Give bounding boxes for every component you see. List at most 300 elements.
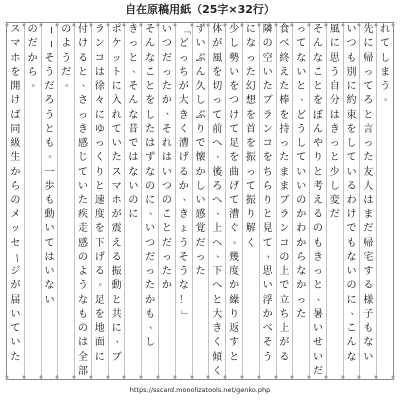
manuscript-char: で — [279, 280, 290, 292]
manuscript-char: メ — [10, 209, 21, 221]
manuscript-char: す — [229, 337, 240, 349]
manuscript-char: と — [111, 294, 122, 306]
manuscript-char: そ — [178, 251, 189, 263]
manuscript-char: う — [329, 66, 340, 78]
manuscript-char: ば — [10, 109, 21, 121]
manuscript-char: 解 — [245, 223, 256, 235]
manuscript-char: が — [178, 81, 189, 93]
manuscript-char: き — [178, 209, 189, 221]
manuscript-sheet — [6, 22, 394, 380]
manuscript-char: だ — [61, 66, 72, 78]
manuscript-char: な — [346, 251, 357, 263]
manuscript-char: だ — [329, 209, 340, 221]
manuscript-char: て — [78, 166, 89, 178]
manuscript-char: じ — [78, 152, 89, 164]
manuscript-char: を — [262, 152, 273, 164]
manuscript-char: を — [145, 95, 156, 107]
manuscript-char: た — [10, 351, 21, 363]
manuscript-char: い — [145, 223, 156, 235]
manuscript-line — [108, 23, 125, 379]
manuscript-char: の — [78, 251, 89, 263]
manuscript-char: し — [296, 138, 307, 150]
manuscript-char: て — [229, 123, 240, 135]
grid-marker — [173, 376, 176, 379]
manuscript-char: の — [161, 194, 172, 206]
manuscript-char: 隣 — [262, 24, 273, 36]
manuscript-char: 動 — [111, 280, 122, 292]
manuscript-char: の — [262, 38, 273, 50]
manuscript-line — [292, 23, 309, 379]
manuscript-char: る — [312, 209, 323, 221]
manuscript-char: を — [245, 109, 256, 121]
manuscript-char: い — [44, 223, 55, 235]
manuscript-char: 子 — [363, 308, 374, 320]
manuscript-line — [124, 23, 141, 379]
manuscript-char: や — [312, 138, 323, 150]
grid-marker — [140, 24, 143, 27]
manuscript-char: 帰 — [363, 52, 374, 64]
manuscript-char: っ — [363, 138, 374, 150]
manuscript-char: で — [346, 223, 357, 235]
manuscript-char: ジ — [10, 266, 21, 278]
manuscript-char: い — [312, 351, 323, 363]
manuscript-char: し — [195, 95, 206, 107]
manuscript-char: 、 — [81, 78, 91, 89]
grid-marker — [123, 376, 126, 379]
manuscript-char: 先 — [363, 24, 374, 36]
source-url: https://sscard.monolizatools.net/genko.php — [129, 386, 271, 394]
grid-marker — [392, 24, 395, 27]
manuscript-char: と — [161, 223, 172, 235]
manuscript-char: な — [178, 280, 189, 292]
manuscript-char: ら — [262, 180, 273, 192]
manuscript-line — [141, 23, 158, 379]
grid-marker — [308, 376, 311, 379]
manuscript-char: か — [10, 166, 21, 178]
manuscript-char: を — [94, 308, 105, 320]
manuscript-char: り — [312, 152, 323, 164]
manuscript-char: 、 — [149, 207, 159, 218]
manuscript-char: と — [78, 66, 89, 78]
manuscript-char: ン — [279, 223, 290, 235]
manuscript-char: 、 — [115, 335, 125, 346]
manuscript-char: 届 — [10, 294, 21, 306]
manuscript-char: も — [44, 194, 55, 206]
manuscript-line — [91, 23, 108, 379]
grid-marker — [157, 24, 160, 27]
manuscript-char: っ — [161, 251, 172, 263]
manuscript-char: と — [145, 81, 156, 93]
manuscript-char: は — [78, 337, 89, 349]
manuscript-char: ろ — [44, 95, 55, 107]
manuscript-char: な — [296, 52, 307, 64]
manuscript-char: う — [61, 52, 72, 64]
manuscript-char: 大 — [178, 95, 189, 107]
manuscript-char: ま — [380, 66, 391, 78]
manuscript-char: ト — [111, 66, 122, 78]
manuscript-char: た — [161, 266, 172, 278]
manuscript-char: 見 — [262, 223, 273, 235]
grid-marker — [207, 376, 210, 379]
manuscript-char: そ — [44, 52, 55, 64]
manuscript-char: に — [363, 38, 374, 50]
manuscript-char: 大 — [212, 308, 223, 320]
manuscript-char: の — [296, 194, 307, 206]
manuscript-char: つ — [346, 38, 357, 50]
manuscript-char: う — [262, 351, 273, 363]
manuscript-char: ！ — [178, 294, 189, 306]
manuscript-char: マ — [111, 180, 122, 192]
manuscript-char: い — [10, 308, 21, 320]
manuscript-char: ん — [195, 66, 206, 78]
manuscript-char: ン — [94, 38, 105, 50]
manuscript-char: ぼ — [312, 109, 323, 121]
manuscript-char: い — [44, 294, 55, 306]
manuscript-char: つ — [229, 95, 240, 107]
manuscript-char: 走 — [78, 223, 89, 235]
manuscript-char: な — [78, 294, 89, 306]
grid-marker — [240, 376, 243, 379]
manuscript-char: ょ — [178, 223, 189, 235]
manuscript-char: 度 — [94, 209, 105, 221]
manuscript-char: で — [128, 138, 139, 150]
manuscript-char: 友 — [363, 166, 374, 178]
manuscript-char: 懐 — [195, 152, 206, 164]
manuscript-char: え — [312, 194, 323, 206]
manuscript-char: た — [161, 81, 172, 93]
manuscript-char: へ — [212, 237, 223, 249]
manuscript-char: 変 — [329, 194, 340, 206]
manuscript-char: へ — [212, 280, 223, 292]
grid-marker — [240, 24, 243, 27]
manuscript-char: そ — [312, 24, 323, 36]
manuscript-char: ブ — [262, 95, 273, 107]
manuscript-char: 暑 — [312, 308, 323, 320]
manuscript-char: 終 — [279, 52, 290, 64]
grid-marker — [56, 24, 59, 27]
manuscript-char: 、 — [266, 249, 276, 260]
manuscript-char: か — [229, 280, 240, 292]
manuscript-line — [192, 23, 209, 379]
manuscript-char: た — [279, 152, 290, 164]
grid-marker — [224, 24, 227, 27]
manuscript-char: ま — [279, 166, 290, 178]
manuscript-char: い — [195, 38, 206, 50]
manuscript-char: を — [10, 66, 21, 78]
manuscript-line — [259, 23, 276, 379]
grid-marker — [375, 376, 378, 379]
manuscript-char: れ — [380, 24, 391, 36]
manuscript-char: か — [161, 95, 172, 107]
manuscript-char: こ — [145, 66, 156, 78]
manuscript-char: 宅 — [363, 251, 374, 263]
manuscript-char: 生 — [10, 152, 21, 164]
manuscript-char: て — [262, 237, 273, 249]
manuscript-char: 切 — [212, 81, 223, 93]
manuscript-char: は — [329, 109, 340, 121]
manuscript-char: よ — [78, 266, 89, 278]
manuscript-char: 傾 — [212, 351, 223, 363]
manuscript-char: ぐ — [229, 223, 240, 235]
manuscript-char: の — [10, 194, 21, 206]
manuscript-char: へ — [212, 194, 223, 206]
manuscript-char: い — [262, 66, 273, 78]
manuscript-char: ん — [145, 38, 156, 50]
manuscript-char: も — [346, 52, 357, 64]
manuscript-char: に — [111, 323, 122, 335]
manuscript-char: ど — [296, 109, 307, 121]
manuscript-line — [359, 23, 376, 379]
manuscript-char: 幾 — [229, 251, 240, 263]
manuscript-char: な — [44, 280, 55, 292]
manuscript-char: か — [296, 280, 307, 292]
grid-marker — [6, 376, 9, 379]
manuscript-char: う — [178, 266, 189, 278]
manuscript-char: そ — [145, 24, 156, 36]
manuscript-char: に — [94, 109, 105, 121]
manuscript-char: 後 — [212, 166, 223, 178]
manuscript-char: ─ — [44, 41, 56, 48]
manuscript-char: な — [363, 337, 374, 349]
manuscript-char: い — [262, 280, 273, 292]
manuscript-char: っ — [363, 66, 374, 78]
manuscript-line — [7, 23, 24, 379]
manuscript-char: ケ — [111, 38, 122, 50]
manuscript-char: う — [44, 66, 55, 78]
manuscript-char: 。 — [98, 278, 108, 289]
manuscript-char: い — [78, 180, 89, 192]
manuscript-char: て — [346, 152, 357, 164]
manuscript-char: 。 — [383, 93, 393, 104]
grid-marker — [39, 24, 42, 27]
manuscript-char: 曲 — [229, 166, 240, 178]
manuscript-char: 風 — [212, 52, 223, 64]
manuscript-char: ラ — [279, 209, 290, 221]
manuscript-char: を — [245, 138, 256, 150]
manuscript-char: な — [346, 351, 357, 363]
manuscript-char: 共 — [111, 308, 122, 320]
manuscript-char: 勢 — [229, 52, 240, 64]
manuscript-char: っ — [195, 251, 206, 263]
manuscript-char: か — [296, 237, 307, 249]
manuscript-char: 疾 — [78, 209, 89, 221]
manuscript-char: ホ — [10, 52, 21, 64]
manuscript-char: く — [245, 237, 256, 249]
grid-marker — [140, 376, 143, 379]
manuscript-char: 足 — [94, 294, 105, 306]
manuscript-char: も — [44, 138, 55, 150]
grid-marker — [207, 24, 210, 27]
manuscript-char: ─ — [44, 27, 56, 34]
manuscript-char: と — [312, 280, 323, 292]
manuscript-char: し — [145, 337, 156, 349]
manuscript-char: だ — [195, 237, 206, 249]
manuscript-char: い — [346, 24, 357, 36]
manuscript-char: 付 — [78, 24, 89, 36]
manuscript-char: っ — [296, 24, 307, 36]
manuscript-char: を — [229, 81, 240, 93]
manuscript-char: ろ — [363, 95, 374, 107]
grid-marker — [291, 24, 294, 27]
manuscript-char: に — [94, 351, 105, 363]
manuscript-char: と — [312, 166, 323, 178]
manuscript-char: た — [279, 81, 290, 93]
manuscript-char: も — [78, 308, 89, 320]
manuscript-char: 立 — [279, 294, 290, 306]
grid-marker — [308, 24, 311, 27]
manuscript-char: 入 — [111, 95, 122, 107]
manuscript-char: う — [380, 81, 391, 93]
manuscript-char: 漕 — [178, 138, 189, 150]
manuscript-char: き — [212, 323, 223, 335]
manuscript-char: な — [128, 109, 139, 121]
manuscript-char: ス — [10, 24, 21, 36]
manuscript-char: が — [212, 38, 223, 50]
manuscript-char: 自 — [329, 81, 340, 93]
manuscript-char: だ — [161, 52, 172, 64]
grid-marker — [157, 376, 160, 379]
manuscript-char: 下 — [94, 237, 105, 249]
manuscript-char: い — [195, 194, 206, 206]
manuscript-char: 上 — [279, 266, 290, 278]
manuscript-char: ろ — [212, 180, 223, 192]
manuscript-char: 全 — [78, 351, 89, 363]
manuscript-char: 束 — [346, 109, 357, 121]
manuscript-char: て — [229, 194, 240, 206]
manuscript-char: に — [329, 38, 340, 50]
manuscript-char: に — [346, 294, 357, 306]
manuscript-char: た — [145, 280, 156, 292]
manuscript-char: っ — [212, 95, 223, 107]
manuscript-char: セ — [10, 237, 21, 249]
manuscript-char: か — [178, 180, 189, 192]
manuscript-char: た — [363, 152, 374, 164]
manuscript-char: っ — [145, 266, 156, 278]
manuscript-char: な — [145, 166, 156, 178]
manuscript-char: 分 — [329, 95, 340, 107]
manuscript-char: 、 — [216, 249, 226, 260]
manuscript-line — [57, 23, 74, 379]
manuscript-line — [326, 23, 343, 379]
manuscript-char: て — [296, 38, 307, 50]
grid-marker — [257, 376, 260, 379]
manuscript-char: 漕 — [229, 209, 240, 221]
manuscript-char: で — [195, 138, 206, 150]
manuscript-char: し — [229, 38, 240, 50]
manuscript-char: し — [145, 109, 156, 121]
manuscript-char: ー — [10, 252, 22, 263]
manuscript-char: る — [111, 251, 122, 263]
manuscript-char: を — [312, 95, 323, 107]
manuscript-char: け — [229, 109, 240, 121]
manuscript-char: き — [178, 109, 189, 121]
manuscript-char: う — [78, 280, 89, 292]
manuscript-char: を — [346, 123, 357, 135]
manuscript-char: 震 — [111, 223, 122, 235]
manuscript-char: 上 — [279, 323, 290, 335]
manuscript-char: く — [212, 337, 223, 349]
manuscript-line — [343, 23, 360, 379]
manuscript-line — [158, 23, 175, 379]
manuscript-char: い — [346, 266, 357, 278]
manuscript-char: と — [262, 209, 273, 221]
manuscript-char: コ — [94, 52, 105, 64]
grid-marker — [73, 376, 76, 379]
manuscript-char: 感 — [78, 138, 89, 150]
manuscript-char: 面 — [94, 337, 105, 349]
manuscript-char: の — [346, 280, 357, 292]
manuscript-char: う — [44, 109, 55, 121]
manuscript-char: な — [145, 52, 156, 64]
manuscript-char: を — [279, 109, 290, 121]
manuscript-char: 、 — [182, 192, 192, 203]
manuscript-char: も — [145, 308, 156, 320]
grid-marker — [6, 24, 9, 27]
manuscript-char: れ — [161, 138, 172, 150]
manuscript-char: る — [178, 166, 189, 178]
manuscript-char: も — [346, 237, 357, 249]
manuscript-char: ン — [262, 123, 273, 135]
manuscript-char: 言 — [363, 123, 374, 135]
manuscript-char: げ — [178, 152, 189, 164]
manuscript-char: 感 — [195, 209, 206, 221]
manuscript-char: 食 — [279, 24, 290, 36]
manuscript-char: の — [27, 24, 38, 36]
manuscript-char: べ — [262, 323, 273, 335]
manuscript-char: た — [111, 152, 122, 164]
manuscript-char: は — [94, 66, 105, 78]
manuscript-char: な — [296, 266, 307, 278]
manuscript-char: と — [312, 81, 323, 93]
manuscript-char: ブ — [279, 194, 290, 206]
manuscript-char: い — [346, 166, 357, 178]
manuscript-char: ん — [312, 123, 323, 135]
manuscript-char: わ — [346, 194, 357, 206]
manuscript-char: い — [296, 66, 307, 78]
manuscript-line — [41, 23, 58, 379]
manuscript-line — [376, 23, 393, 379]
manuscript-char: 、 — [165, 107, 175, 118]
manuscript-char: け — [78, 38, 89, 50]
manuscript-char: 少 — [229, 24, 240, 36]
manuscript-char: の — [128, 194, 139, 206]
manuscript-char: う — [178, 237, 189, 249]
manuscript-char: 。 — [48, 150, 58, 161]
manuscript-char: つ — [161, 180, 172, 192]
manuscript-char: ら — [10, 180, 21, 192]
manuscript-char: ん — [346, 337, 357, 349]
manuscript-char: て — [245, 180, 256, 192]
manuscript-char: と — [212, 294, 223, 306]
manuscript-char: く — [178, 123, 189, 135]
manuscript-char: ち — [178, 66, 189, 78]
manuscript-char: な — [128, 166, 139, 178]
manuscript-char: き — [128, 24, 139, 36]
manuscript-char: ん — [128, 95, 139, 107]
grid-marker — [341, 376, 344, 379]
manuscript-char: が — [111, 209, 122, 221]
manuscript-char: て — [296, 152, 307, 164]
manuscript-char: 足 — [229, 138, 240, 150]
manuscript-char: す — [363, 266, 374, 278]
manuscript-char: コ — [262, 138, 273, 150]
manuscript-char: ス — [111, 166, 122, 178]
manuscript-char: 思 — [329, 52, 340, 64]
grid-marker — [358, 376, 361, 379]
manuscript-char: マ — [10, 38, 21, 50]
manuscript-char: っ — [329, 138, 340, 150]
manuscript-char: 。 — [65, 78, 75, 89]
